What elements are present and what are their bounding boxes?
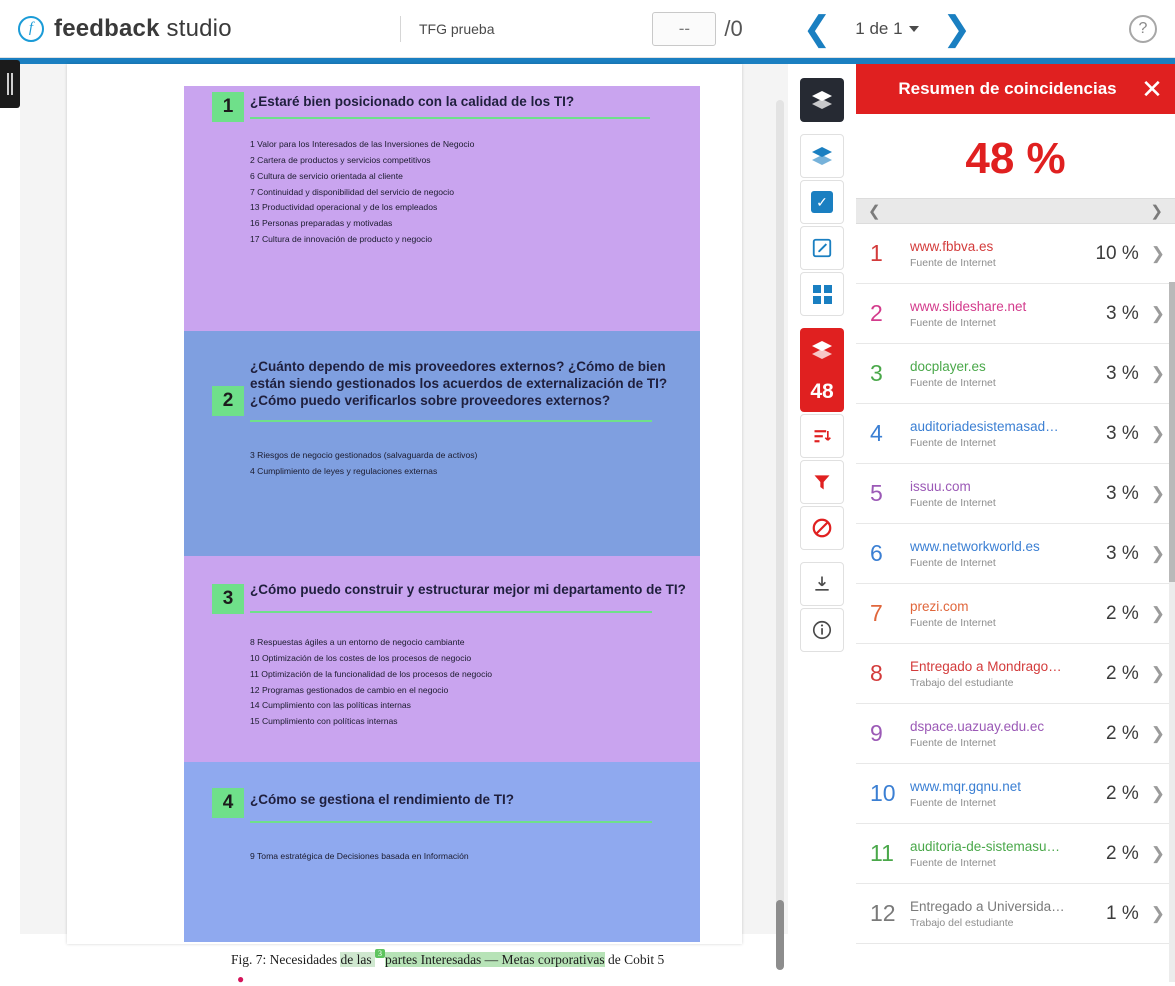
exclude-icon[interactable] [800,506,844,550]
tool-group-misc [800,562,844,652]
page-navigator [802,9,972,48]
source-percentage: 2 % [1106,782,1139,804]
list-item: 14 Cumplimiento con las políticas internas [250,700,411,711]
top-toolbar [0,0,1175,58]
list-item: 13 Productividad operacional y de los empleados [250,202,438,213]
source-type: Fuente de Internet [910,856,996,869]
source-row[interactable] [856,524,1175,584]
chevron-right-icon[interactable]: ❯ [1150,603,1165,623]
source-row[interactable] [856,824,1175,884]
handle-bar [7,73,9,95]
grade-zone [494,9,1129,48]
source-rank: 2 [870,300,883,326]
source-percentage: 3 % [1106,542,1139,564]
download-icon[interactable] [800,562,844,606]
source-name[interactable]: issuu.com [910,478,971,494]
brand-name-prefix: feedback [54,14,160,42]
panel-next-icon[interactable]: ❯ [1150,203,1163,220]
section-title: ¿Cómo puedo construir y estructurar mejor mi departamento de TI? [250,582,686,597]
source-row[interactable] [856,644,1175,704]
list-item: 2 Cartera de productos y servicios competitivos [250,154,431,165]
grid-icon[interactable] [800,272,844,316]
source-name[interactable]: www.slideshare.net [910,298,1027,314]
list-item: 17 Cultura de innovación de producto y negocio [250,234,433,245]
source-type: Fuente de Internet [910,376,996,389]
panel-pagination [856,198,1175,224]
document-scrollbar-track[interactable] [776,100,784,934]
sidebar-toggle-handle[interactable] [0,60,20,108]
filter-funnel-icon[interactable] [800,460,844,504]
info-icon[interactable] [800,608,844,652]
source-info [910,479,1106,509]
edit-pencil-icon[interactable] [800,226,844,270]
chevron-right-icon[interactable]: ❯ [1150,843,1165,863]
layers-outline-icon[interactable] [800,134,844,178]
chevron-right-icon[interactable]: ❯ [1150,543,1165,563]
source-info [910,839,1106,869]
caption-highlight-1[interactable]: de las [340,952,375,967]
section-items [184,823,700,881]
list-item: 1 Valor para los Interesados de las Inversiones de Negocio [250,138,475,149]
panel-prev-icon[interactable]: ❮ [868,203,881,220]
source-percentage: 2 % [1106,842,1139,864]
list-item: 9 Toma estratégica de Decisiones basada en Información [250,850,469,861]
source-info [910,719,1106,749]
tool-group-similarity [800,328,844,550]
source-type: Trabajo del estudiante [910,916,1014,929]
slide-section [184,331,700,556]
list-item: 10 Optimización de los costes de los procesos de negocio [250,652,472,663]
source-name[interactable]: auditoriadesistemasad… [910,418,1059,434]
source-type: Fuente de Internet [910,436,996,449]
feedback-studio-logo-icon: f [18,16,44,42]
document-viewport[interactable] [20,64,788,986]
list-item: 4 Cumplimiento de leyes y regulaciones externas [250,465,438,476]
source-type: Fuente de Internet [910,556,996,569]
source-rank: 1 [870,240,883,266]
section-number: 1 [212,92,244,122]
list-item: 6 Cultura de servicio orientada al cliente [250,170,403,181]
list-item: 3 Riesgos de negocio gestionados (salvaguarda de activos) [250,449,478,460]
source-name[interactable]: dspace.uazuay.edu.ec [910,718,1045,734]
source-info [910,299,1106,329]
source-row[interactable] [856,224,1175,284]
section-title: ¿Cuánto dependo de mis proveedores externos? ¿Cómo de bien están siendo gestionados los acuerdos de externalización de TI? ¿Cómo puedo verificarlos sobre proveedores externos? [250,359,668,408]
source-row[interactable] [856,344,1175,404]
tool-rail [800,78,844,664]
section-items [184,422,700,496]
comment-dot-icon[interactable]: ● [237,972,245,986]
source-row[interactable] [856,464,1175,524]
handle-bar [11,73,13,95]
source-percentage: 3 % [1106,422,1139,444]
source-rank: 7 [870,600,883,626]
panel-scrollbar-thumb[interactable] [1169,282,1175,582]
list-item: 7 Continuidad y disponibilidad del servicio de negocio [250,186,454,197]
source-list[interactable] [856,224,1175,930]
section-title: ¿Cómo se gestiona el rendimiento de TI? [250,792,515,807]
document-page [67,64,742,986]
document-scrollbar-thumb[interactable] [776,900,784,970]
chevron-right-icon[interactable]: ❯ [1150,363,1165,383]
page-indicator-label: 1 de 1 [855,18,903,38]
slide-section [184,556,700,762]
source-name[interactable]: www.fbbva.es [910,238,994,254]
match-overview-panel [856,64,1175,934]
tool-group-view [800,78,844,122]
source-rank: 10 [870,780,896,806]
chevron-right-icon[interactable]: ❯ [1150,783,1165,803]
slide-section [184,762,700,942]
source-rank: 11 [870,840,894,866]
source-percentage: 3 % [1106,302,1139,324]
section-number: 3 [212,584,244,614]
panel-title: Resumen de coincidencias [898,79,1117,98]
source-percentage: 3 % [1106,482,1139,504]
caption-suffix: de Cobit 5 [604,952,665,967]
source-rank: 12 [870,900,896,926]
checkbox-icon[interactable]: ✓ [800,180,844,224]
source-info [910,659,1106,689]
prev-page-icon[interactable]: ❮ [802,9,832,48]
chevron-right-icon[interactable]: ❯ [1150,663,1165,683]
chevron-right-icon[interactable]: ❯ [1150,723,1165,743]
source-row[interactable] [856,704,1175,764]
section-number: 4 [212,788,244,818]
source-percentage: 2 % [1106,662,1139,684]
source-rank: 5 [870,480,883,506]
caption-prefix: Fig. 7: Necesidades [231,952,341,967]
slide-graphic [184,86,700,942]
source-type: Fuente de Internet [910,736,996,749]
source-info [910,539,1106,569]
source-name[interactable]: Entregado a Universida… [910,898,1065,914]
caption-highlight-2[interactable]: partes Interesadas — Metas corporativas [384,952,605,967]
chevron-right-icon[interactable]: ❯ [1150,423,1165,443]
figure-caption [231,949,771,968]
source-info [910,899,1106,929]
source-row[interactable] [856,584,1175,644]
divider [400,16,401,42]
page-indicator[interactable] [855,19,918,39]
close-icon[interactable]: ✕ [1141,73,1163,104]
slide-section [184,86,700,331]
source-name[interactable]: www.mqr.gqnu.net [910,778,1022,794]
similarity-score-badge[interactable]: 48 [800,372,844,412]
source-percentage: 10 % [1095,242,1139,264]
source-type: Fuente de Internet [910,616,996,629]
source-name[interactable]: auditoria-de-sistemasu… [910,838,1061,854]
tool-group-grading [800,134,844,316]
chevron-down-icon [909,26,919,32]
section-number: 2 [212,386,244,416]
list-item: 15 Cumplimiento con políticas internas [250,716,398,727]
brand-name [54,15,232,43]
next-page-icon[interactable]: ❯ [942,9,972,48]
grade-total: /0 [724,15,743,41]
source-name[interactable]: www.networkworld.es [910,538,1040,554]
source-percentage: 2 % [1106,602,1139,624]
source-info [910,419,1106,449]
panel-header [856,64,1175,114]
source-type: Fuente de Internet [910,496,996,509]
similarity-layers-icon[interactable] [800,328,844,372]
source-info [910,779,1106,809]
list-item: 8 Respuestas ágiles a un entorno de negocio cambiante [250,636,465,647]
source-name[interactable]: docplayer.es [910,358,986,374]
brand [0,15,400,43]
list-item: 16 Personas preparadas y motivadas [250,218,393,229]
source-rank: 4 [870,420,883,446]
source-row[interactable] [856,404,1175,464]
source-rank: 8 [870,660,883,686]
source-type: Trabajo del estudiante [910,676,1014,689]
help-icon[interactable]: ? [1129,15,1157,43]
chevron-right-icon[interactable]: ❯ [1150,303,1165,323]
source-info [910,239,1095,269]
section-items [184,613,700,746]
document-title: TFG prueba [419,20,495,37]
source-row[interactable] [856,284,1175,344]
source-rank: 3 [870,360,883,386]
brand-name-suffix: studio [159,14,232,42]
match-marker-badge[interactable]: 3 [375,949,385,958]
chevron-right-icon[interactable]: ❯ [1150,903,1165,923]
chevron-right-icon[interactable]: ❯ [1150,243,1165,263]
source-type: Fuente de Internet [910,256,996,269]
source-name[interactable]: prezi.com [910,598,969,614]
section-title: ¿Estaré bien posicionado con la calidad de los TI? [250,94,575,109]
source-name[interactable]: Entregado a Mondrago… [910,658,1062,674]
source-type: Fuente de Internet [910,796,996,809]
source-percentage: 1 % [1106,902,1139,924]
chevron-right-icon[interactable]: ❯ [1150,483,1165,503]
grade-input[interactable]: -- [652,12,716,46]
list-item: 12 Programas gestionados de cambio en el negocio [250,684,449,695]
source-row[interactable] [856,884,1175,944]
list-item: 11 Optimización de la funcionalidad de los procesos de negocio [250,668,493,679]
similarity-percentage: 48 % [965,134,1066,183]
source-info [910,359,1106,389]
source-rank: 6 [870,540,883,566]
source-percentage: 2 % [1106,722,1139,744]
source-row[interactable] [856,764,1175,824]
source-type: Fuente de Internet [910,316,996,329]
section-items [184,119,700,264]
sort-list-icon[interactable] [800,414,844,458]
source-percentage: 3 % [1106,362,1139,384]
source-rank: 9 [870,720,883,746]
source-info [910,599,1106,629]
layers-icon[interactable] [800,78,844,122]
